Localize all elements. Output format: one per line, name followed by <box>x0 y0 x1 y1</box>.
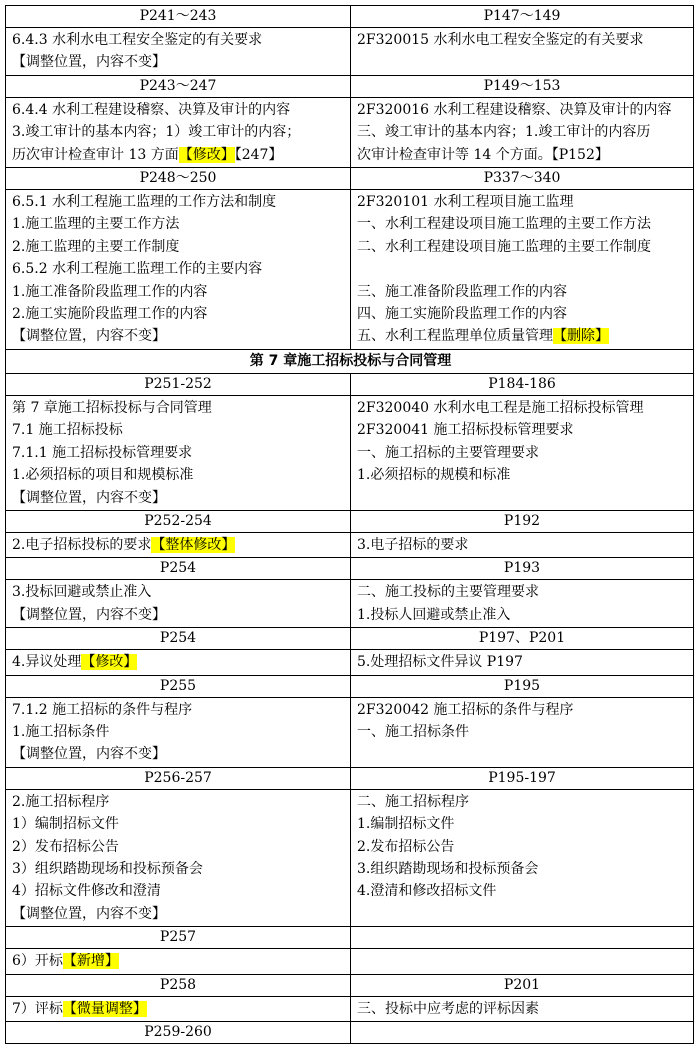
page-range-row <box>6 767 694 789</box>
line-text: 7.1.2 施工招标的条件与程序 <box>12 701 193 718</box>
highlight-tag: 【修改】 <box>178 146 235 163</box>
line-text: 【调整位置，内容不变】 <box>12 54 166 71</box>
line-text: 4）招标文件修改和澄清 <box>12 883 161 900</box>
page-range-row <box>6 75 694 97</box>
line-text: 三、施工准备阶段监理工作的内容 <box>357 283 567 300</box>
content-line <box>12 534 346 556</box>
line-text: 三、投标中应考虑的评标因素 <box>357 1000 539 1017</box>
line-text: 一、施工招标条件 <box>357 723 469 740</box>
page-range-row <box>6 558 694 580</box>
new-edition-page-range: P255 <box>6 675 351 697</box>
line-text: 6）开标 <box>12 953 63 970</box>
line-text: 【调整位置，内容不变】 <box>12 328 166 345</box>
new-edition-page-range: P256-257 <box>6 767 351 789</box>
new-edition-content <box>6 190 351 350</box>
new-edition-content <box>6 789 351 926</box>
new-edition-page-range: P251-252 <box>6 373 351 395</box>
page-range-row <box>6 974 694 996</box>
line-text: 7.1 施工招标投标 <box>12 422 123 439</box>
chapter-heading: 第 7 章施工招标投标与合同管理 <box>6 349 694 373</box>
line-text: 2F320041 施工招标投标管理要求 <box>357 422 574 439</box>
content-line <box>12 258 346 280</box>
content-line <box>357 699 689 721</box>
line-text: 第 7 章施工招标投标与合同管理 <box>12 399 212 416</box>
line-text: 【调整位置，内容不变】 <box>12 489 166 506</box>
content-line <box>357 858 689 880</box>
content-line <box>12 442 346 464</box>
comparison-table-body <box>6 6 694 1044</box>
content-line <box>12 743 346 765</box>
line-text: 一、施工招标的主要管理要求 <box>357 444 539 461</box>
line-text: 历次审计检查审计 13 方面 <box>12 146 179 163</box>
page-range-row <box>6 168 694 190</box>
content-line <box>12 51 346 73</box>
line-text: 2.电子招标投标的要求 <box>12 536 152 553</box>
content-line <box>357 604 689 626</box>
line-text: 3.投标回避或禁止准入 <box>12 584 152 601</box>
content-line <box>357 836 689 858</box>
old-edition-page-range: P195-197 <box>351 767 694 789</box>
new-edition-content <box>6 395 351 510</box>
old-edition-content <box>351 532 694 557</box>
new-edition-content <box>6 949 351 974</box>
old-edition-page-range: P197、P201 <box>351 628 694 650</box>
content-line <box>357 998 689 1020</box>
page-range-row <box>6 1022 694 1044</box>
content-line <box>357 442 689 464</box>
line-text: 次审计检查审计等 14 个方面。【P152】 <box>357 146 609 163</box>
content-line <box>12 487 346 509</box>
content-line <box>12 721 346 743</box>
old-edition-page-range: P201 <box>351 974 694 996</box>
line-text: 6.5.1 水利工程施工监理的工作方法和制度 <box>12 194 277 211</box>
content-line <box>357 397 689 419</box>
content-row <box>6 97 694 167</box>
new-edition-page-range: P248～250 <box>6 168 351 190</box>
line-text: 1.施工招标条件 <box>12 723 110 740</box>
content-line <box>357 721 689 743</box>
content-line <box>12 604 346 626</box>
highlight-tag: 【新增】 <box>62 953 119 970</box>
old-edition-content <box>351 190 694 350</box>
content-line <box>357 791 689 813</box>
content-line <box>12 813 346 835</box>
content-row <box>6 949 694 974</box>
content-line <box>12 903 346 925</box>
old-edition-page-range: P192 <box>351 510 694 532</box>
line-text: 一、水利工程建设项目施工监理的主要工作方法 <box>357 216 651 233</box>
content-line <box>12 144 346 166</box>
old-edition-content <box>351 949 694 974</box>
highlight-tag: 【整体修改】 <box>151 536 236 553</box>
line-text: 1）编制招标文件 <box>12 816 119 833</box>
content-row <box>6 697 694 767</box>
line-text: 2.发布招标公告 <box>357 838 455 855</box>
old-edition-page-range <box>351 927 694 949</box>
content-line <box>357 464 689 486</box>
content-line <box>12 464 346 486</box>
content-line <box>12 236 346 258</box>
new-edition-page-range: P252-254 <box>6 510 351 532</box>
line-text: 1.编制招标文件 <box>357 816 455 833</box>
content-line <box>12 950 346 972</box>
content-row <box>6 996 694 1021</box>
old-edition-page-range <box>351 1022 694 1044</box>
line-text: 7）评标 <box>12 1000 63 1017</box>
new-edition-content <box>6 97 351 167</box>
line-text: 6.4.4 水利工程建设稽察、决算及审计的内容 <box>12 101 291 118</box>
content-line <box>12 699 346 721</box>
content-line <box>12 29 346 51</box>
line-text: 1.必须招标的规模和标准 <box>357 467 511 484</box>
page-range-row <box>6 510 694 532</box>
line-text: 2）发布招标公告 <box>12 838 119 855</box>
content-line <box>357 581 689 603</box>
line-text: 1.施工准备阶段监理工作的内容 <box>12 283 208 300</box>
content-line <box>357 419 689 441</box>
content-line <box>357 813 689 835</box>
page-range-row <box>6 628 694 650</box>
content-line <box>12 99 346 121</box>
line-text: 五、水利工程监理单位质量管理 <box>357 328 553 345</box>
content-line <box>12 397 346 419</box>
content-line <box>357 325 689 347</box>
old-edition-page-range: P184-186 <box>351 373 694 395</box>
old-edition-content <box>351 97 694 167</box>
line-text: 4.异议处理 <box>12 654 82 671</box>
old-edition-content <box>351 650 694 675</box>
new-edition-page-range: P254 <box>6 628 351 650</box>
line-text: 2F320042 施工招标的条件与程序 <box>357 701 574 718</box>
line-text: 3.电子招标的要求 <box>357 536 469 553</box>
new-edition-content <box>6 580 351 628</box>
line-text: 四、施工实施阶段监理工作的内容 <box>357 306 567 323</box>
line-text: 二、施工投标的主要管理要求 <box>357 584 539 601</box>
line-text: 1.施工监理的主要工作方法 <box>12 216 180 233</box>
line-text: 三、竣工审计的基本内容；1.竣工审计的内容历 <box>357 124 651 141</box>
old-edition-page-range: P337～340 <box>351 168 694 190</box>
page-range-row <box>6 6 694 28</box>
content-row <box>6 650 694 675</box>
line-text: 2.施工招标程序 <box>12 793 110 810</box>
line-text: 【调整位置，内容不变】 <box>12 606 166 623</box>
content-line <box>12 836 346 858</box>
old-edition-page-range: P195 <box>351 675 694 697</box>
line-text: 二、水利工程建设项目施工监理的主要工作制度 <box>357 238 651 255</box>
content-line <box>357 191 689 213</box>
old-edition-content <box>351 697 694 767</box>
content-row <box>6 28 694 76</box>
content-row <box>6 532 694 557</box>
new-edition-content <box>6 650 351 675</box>
content-line <box>12 998 346 1020</box>
line-text: 3.组织踏勘现场和投标预备会 <box>357 860 539 877</box>
content-line <box>12 419 346 441</box>
content-line <box>12 858 346 880</box>
line-text: 2F320101 水利工程项目施工监理 <box>357 194 574 211</box>
line-text: 3.竣工审计的基本内容；1）竣工审计的内容； <box>12 124 301 141</box>
new-edition-content <box>6 28 351 76</box>
line-text: 6.4.3 水利水电工程安全鉴定的有关要求 <box>12 32 263 48</box>
content-line <box>12 325 346 347</box>
content-row <box>6 395 694 510</box>
content-line <box>12 303 346 325</box>
new-edition-page-range: P258 <box>6 974 351 996</box>
line-text: 4.澄清和修改招标文件 <box>357 883 497 900</box>
content-line <box>357 236 689 258</box>
new-edition-page-range: P254 <box>6 558 351 580</box>
line-text: 2F320016 水利工程建设稽察、决算及审计的内容 <box>357 101 672 118</box>
new-edition-page-range: P257 <box>6 927 351 949</box>
content-row <box>6 580 694 628</box>
old-edition-page-range: P149～153 <box>351 75 694 97</box>
old-edition-page-range: P147～149 <box>351 6 694 28</box>
line-text: 1.必须招标的项目和规模标准 <box>12 467 194 484</box>
line-text: 7.1.1 施工招标投标管理要求 <box>12 444 193 461</box>
content-row <box>6 789 694 926</box>
line-text: 【调整位置，内容不变】 <box>12 746 166 763</box>
content-line <box>12 651 346 673</box>
content-line <box>357 303 689 325</box>
line-text: 2.施工实施阶段监理工作的内容 <box>12 306 208 323</box>
new-edition-content <box>6 996 351 1021</box>
page-reference: 【247】 <box>234 146 283 163</box>
content-line <box>357 880 689 902</box>
content-line <box>12 213 346 235</box>
content-line <box>357 281 689 303</box>
highlight-tag: 【删除】 <box>553 328 609 345</box>
content-line <box>357 651 689 673</box>
line-text: 二、施工招标程序 <box>357 793 469 810</box>
line-text: 3）组织踏勘现场和投标预备会 <box>12 860 203 877</box>
chapter-heading-row <box>6 349 694 373</box>
new-edition-page-range: P259-260 <box>6 1022 351 1044</box>
page-range-row <box>6 927 694 949</box>
new-edition-page-range: P241～243 <box>6 6 351 28</box>
content-line <box>12 880 346 902</box>
old-edition-content <box>351 395 694 510</box>
line-text: 2.施工监理的主要工作制度 <box>12 238 180 255</box>
new-edition-content <box>6 532 351 557</box>
line-text: 【调整位置，内容不变】 <box>12 905 166 922</box>
content-line <box>357 213 689 235</box>
content-line <box>12 581 346 603</box>
content-line <box>357 144 689 166</box>
old-edition-content <box>351 580 694 628</box>
content-line <box>357 534 689 556</box>
old-edition-content <box>351 996 694 1021</box>
old-edition-page-range: P193 <box>351 558 694 580</box>
page-range-row <box>6 675 694 697</box>
content-line <box>357 99 689 121</box>
old-edition-content <box>351 789 694 926</box>
content-line <box>357 29 689 51</box>
blank-line <box>357 258 689 280</box>
content-line <box>12 121 346 143</box>
page-range-row <box>6 373 694 395</box>
content-line <box>12 791 346 813</box>
highlight-tag: 【微量调整】 <box>62 1000 147 1017</box>
content-line <box>12 191 346 213</box>
line-text: 2F320015 水利水电工程安全鉴定的有关要求 <box>357 32 644 48</box>
content-line <box>357 121 689 143</box>
line-text: 2F320040 水利水电工程是施工招标投标管理 <box>357 399 644 416</box>
line-text: 1.投标人回避或禁止准入 <box>357 606 511 623</box>
content-row <box>6 190 694 350</box>
old-edition-content <box>351 28 694 76</box>
highlight-tag: 【修改】 <box>81 654 138 671</box>
line-text: 6.5.2 水利工程施工监理工作的主要内容 <box>12 261 263 278</box>
new-edition-page-range: P243～247 <box>6 75 351 97</box>
line-text: 5.处理招标文件异议 P197 <box>357 654 523 671</box>
new-edition-content <box>6 697 351 767</box>
comparison-table <box>5 5 694 1044</box>
content-line <box>12 281 346 303</box>
